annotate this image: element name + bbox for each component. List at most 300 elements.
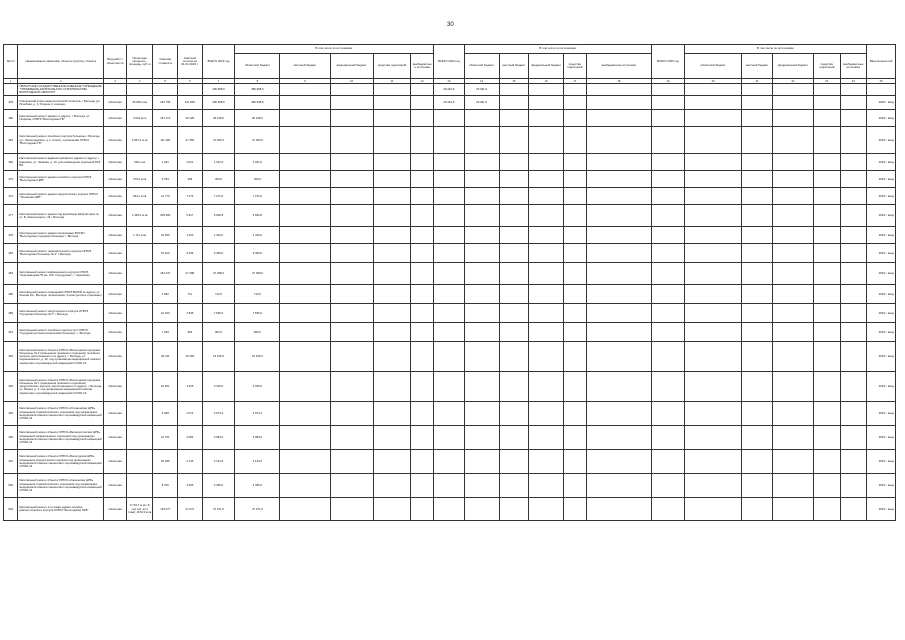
- cell-name: Капитальный ремонт объекта ОГБУЗ «Вологодская городская больница» № 2 (помещение приемного отделения) лечебного корпуса, расположенного по адресу: г. Вологда, ул. Чернышевского, д. 42, под организацию медицинской помощи пациентам с коронавирусной инфекцией COVID-19: [18, 342, 104, 372]
- cell-empty: [684, 110, 741, 127]
- cell-empty: [529, 188, 564, 205]
- cell-name: Капитальный ремонт здания поликлиники БУЗ ВО "Вологодская городская больница" г. Вологда: [18, 227, 104, 244]
- cell-reg: 47 450,0: [235, 127, 280, 154]
- cell-capacity: [126, 474, 153, 498]
- cell-empty: [330, 285, 373, 304]
- cell-empty: [373, 263, 411, 285]
- cell-empty: [529, 227, 564, 244]
- cell-empty: [840, 342, 867, 372]
- cell-estimate: 8 706: [153, 474, 178, 498]
- cell-no: 481: [4, 244, 18, 263]
- cell-total: 4 395,0: [202, 474, 235, 498]
- cell-empty: [586, 263, 652, 285]
- column-number: 22: [772, 79, 813, 84]
- column-number: 11: [373, 79, 411, 84]
- cell-no: 491: [4, 323, 18, 342]
- cell-empty: [652, 474, 685, 498]
- cell-empty: [586, 474, 652, 498]
- cell-empty: [840, 450, 867, 474]
- cell-remaining: 5 927: [178, 205, 203, 227]
- cell-empty: [586, 205, 652, 227]
- cell-estimate: 3 660: [153, 285, 178, 304]
- cell-empty: [742, 426, 773, 450]
- cell-name: Капитальный ремонт лечебного корпуса больницы г. Вологды (ул. Ленинградская, д. 1, Сокол), поликлиники ОГБУЗ "Вологодская ГБ": [18, 127, 104, 154]
- cell-empty: [529, 372, 564, 402]
- cell-empty: [652, 304, 685, 323]
- cell-reg: 3 325,0: [235, 372, 280, 402]
- cell-input: 2023 г. ввод: [867, 285, 896, 304]
- cell-estimate: 205 982: [153, 205, 178, 227]
- cell-input: 2023 г. ввод: [867, 498, 896, 521]
- cell-empty: [586, 426, 652, 450]
- cell-t2: [434, 285, 465, 304]
- cell-reg: 7 845,0: [235, 304, 280, 323]
- cell-empty: [330, 323, 373, 342]
- cell-empty: [330, 450, 373, 474]
- cell-empty: [499, 227, 529, 244]
- cell-remaining: 963: [178, 323, 203, 342]
- cell-empty: [529, 84, 564, 96]
- cell-empty: [840, 127, 867, 154]
- cell-empty: [564, 474, 587, 498]
- cell-type: областная: [104, 285, 127, 304]
- cell-empty: [499, 154, 529, 171]
- page-number: 30: [447, 22, 454, 28]
- cell-reg: 710,5: [235, 285, 280, 304]
- cell-no: 500: [4, 474, 18, 498]
- cell-empty: [586, 402, 652, 426]
- cell-r2: [464, 127, 499, 154]
- cell-empty: [280, 402, 330, 426]
- col-header-name: Наименование заказчика, объекта (группы), объекта: [18, 45, 104, 79]
- cell-total: 2 144,5: [202, 450, 235, 474]
- column-number: 5: [153, 79, 178, 84]
- cell-empty: [373, 498, 411, 521]
- cell-t2: [434, 402, 465, 426]
- cell-empty: [330, 188, 373, 205]
- cell-empty: [772, 342, 813, 372]
- cell-name: Капитальный ремонт здания под врачебную амбулаторию по ул. Б. Хмельницкого, 42 г. Вологда: [18, 205, 104, 227]
- cell-empty: [586, 227, 652, 244]
- col-header-total-2024: ВСЕГО 2024 год: [434, 45, 465, 79]
- cell-empty: [742, 323, 773, 342]
- cell-r2: [464, 227, 499, 244]
- cell-estimate: 126 677: [153, 498, 178, 521]
- cell-total: 36 128,0: [202, 110, 235, 127]
- cell-empty: [411, 244, 434, 263]
- cell-empty: [499, 498, 529, 521]
- table-row: [4, 263, 896, 285]
- cell-r2: [464, 498, 499, 521]
- cell-r2: [464, 285, 499, 304]
- cell-empty: [373, 285, 411, 304]
- cell-empty: [499, 96, 529, 110]
- cell-empty: [529, 127, 564, 154]
- cell-remaining: 7 272: [178, 188, 203, 205]
- table-row: [4, 304, 896, 323]
- cell-empty: [840, 96, 867, 110]
- table-row: [4, 84, 896, 96]
- cell-empty: [684, 227, 741, 244]
- cell-empty: [411, 127, 434, 154]
- cell-empty: [813, 205, 840, 227]
- column-number: 2: [18, 79, 104, 84]
- cell-remaining: 37 072: [178, 498, 203, 521]
- cell-empty: [586, 127, 652, 154]
- cell-empty: [813, 285, 840, 304]
- table-row: [4, 402, 896, 426]
- cell-t2: [434, 450, 465, 474]
- cell-empty: [280, 304, 330, 323]
- cell-empty: [742, 205, 773, 227]
- cell-empty: [411, 227, 434, 244]
- cell-empty: [652, 263, 685, 285]
- cell-empty: [840, 498, 867, 521]
- cell-empty: [529, 498, 564, 521]
- cell-empty: [499, 323, 529, 342]
- cell-empty: [586, 171, 652, 188]
- cell-empty: [684, 323, 741, 342]
- cell-empty: [499, 188, 529, 205]
- cell-empty: [586, 323, 652, 342]
- cell-empty: [652, 110, 685, 127]
- cell-empty: [529, 450, 564, 474]
- cell-empty: [280, 498, 330, 521]
- cell-empty: [772, 263, 813, 285]
- cell-t2: [434, 154, 465, 171]
- col-header-local: местный бюджет: [280, 54, 330, 79]
- cell-capacity: [126, 84, 153, 96]
- cell-t2: [434, 263, 465, 285]
- cell-empty: [330, 426, 373, 450]
- cell-type: областная: [104, 188, 127, 205]
- cell-no: 477: [4, 205, 18, 227]
- cell-type: областная: [104, 342, 127, 372]
- cell-reg: 2 074,4: [235, 402, 280, 426]
- cell-empty: [280, 474, 330, 498]
- col-header-federal: федеральный бюджет: [330, 54, 373, 79]
- cell-empty: [684, 426, 741, 450]
- cell-empty: [652, 426, 685, 450]
- cell-reg: 9 469,0: [235, 244, 280, 263]
- cell-empty: [330, 402, 373, 426]
- cell-capacity: [126, 263, 153, 285]
- cell-estimate: 111 160: [153, 127, 178, 154]
- cell-name: Капитальный ремонт 1-го этажа здания лечебно-диагностического корпуса ОГБУЗ "Вологодская ОКБ": [18, 498, 104, 521]
- cell-reg: 309,0: [235, 171, 280, 188]
- table-row: [4, 171, 896, 188]
- cell-name: Капитальный ремонт объекта ОГБУЗ «Вологодская ЦРБ» (помещения хирургического корпуса) под организацию медицинской помощи пациентам с коронавирусной инфекцией COVID-19: [18, 450, 104, 474]
- column-number: 10: [330, 79, 373, 84]
- cell-estimate: 54 429: [153, 244, 178, 263]
- cell-empty: [813, 244, 840, 263]
- cell-empty: [586, 110, 652, 127]
- cell-total: 7 845,0: [202, 304, 235, 323]
- cell-empty: [411, 426, 434, 450]
- table-row: [4, 342, 896, 372]
- cell-empty: [373, 342, 411, 372]
- cell-no: 481: [4, 127, 18, 154]
- cell-empty: [373, 426, 411, 450]
- cell-estimate: 6 368: [153, 402, 178, 426]
- cell-empty: [772, 304, 813, 323]
- cell-r2: [464, 244, 499, 263]
- cell-empty: [411, 285, 434, 304]
- cell-empty: [529, 154, 564, 171]
- cell-empty: [499, 426, 529, 450]
- cell-empty: [684, 474, 741, 498]
- column-number: 16: [529, 79, 564, 84]
- cell-empty: [499, 263, 529, 285]
- table-row: [4, 474, 896, 498]
- budget-table: [3, 44, 896, 521]
- cell-estimate: 162 437: [153, 263, 178, 285]
- cell-type: областная: [104, 304, 127, 323]
- cell-empty: [564, 154, 587, 171]
- cell-r2: [464, 323, 499, 342]
- cell-empty: [840, 227, 867, 244]
- cell-empty: [772, 110, 813, 127]
- cell-empty: [411, 372, 434, 402]
- cell-remaining: 3 084: [178, 426, 203, 450]
- cell-estimate: 197 471: [153, 110, 178, 127]
- cell-t2: [434, 304, 465, 323]
- cell-remaining: 2 145: [178, 450, 203, 474]
- col-header-federal-2024: федеральный бюджет: [529, 54, 564, 79]
- cell-empty: [280, 372, 330, 402]
- cell-name: Капитальный ремонт объекта ОГБУЗ «Сокольская ЦРБ» (помещения терапевтического отделения) под организацию медицинской помощи пациентам с коронавирусной инфекцией COVID-19: [18, 474, 104, 498]
- cell-capacity: 620 м кв: [126, 154, 153, 171]
- cell-empty: [742, 244, 773, 263]
- col-header-local-2024: местный бюджет: [499, 54, 529, 79]
- col-header-extrabudget-2024: внебюджетные источники: [586, 54, 652, 79]
- cell-empty: [813, 96, 840, 110]
- cell-empty: [840, 474, 867, 498]
- cell-empty: [411, 205, 434, 227]
- cell-total: 3 325,0: [202, 372, 235, 402]
- cell-empty: [564, 304, 587, 323]
- cell-name: Капитальный ремонт инфекционного корпуса ОГБУЗ "Череповецкая ГБ им. Н.В. Солодухина", г. Череповец: [18, 263, 104, 285]
- cell-empty: [840, 244, 867, 263]
- cell-no: 478: [4, 227, 18, 244]
- cell-empty: [373, 84, 411, 96]
- cell-empty: [813, 426, 840, 450]
- cell-remaining: [178, 84, 203, 96]
- column-number: 8: [235, 79, 280, 84]
- cell-r2: [464, 171, 499, 188]
- cell-empty: [652, 96, 685, 110]
- cell-name: Капитальный ремонт помещений ОГБУЗ ВОГКБ по адресу ул. Ленина 19 г. Вологда, поликлиника, 4 этаж (детское отделение): [18, 285, 104, 304]
- cell-empty: [772, 188, 813, 205]
- cell-empty: [652, 227, 685, 244]
- cell-r2: [464, 450, 499, 474]
- cell-total: 2 074,4: [202, 402, 235, 426]
- cell-empty: [742, 498, 773, 521]
- column-number: 23: [813, 79, 840, 84]
- cell-empty: [772, 450, 813, 474]
- cell-type: областная: [104, 263, 127, 285]
- cell-no: 475: [4, 171, 18, 188]
- cell-empty: [684, 372, 741, 402]
- cell-remaining: 9 469: [178, 244, 203, 263]
- cell-input: 2023 г. ввод: [867, 426, 896, 450]
- cell-empty: [411, 402, 434, 426]
- cell-empty: [373, 154, 411, 171]
- cell-capacity: [126, 285, 153, 304]
- cell-input: 2023 г. ввод: [867, 304, 896, 323]
- cell-input: 2023 г. ввод: [867, 372, 896, 402]
- cell-t2: [434, 110, 465, 127]
- cell-estimate: [153, 84, 178, 96]
- cell-empty: [373, 188, 411, 205]
- col-header-programs-2025: средства территорий: [813, 54, 840, 79]
- cell-empty: [529, 402, 564, 426]
- cell-empty: [742, 402, 773, 426]
- cell-reg: 27 398,0: [235, 263, 280, 285]
- cell-capacity: [126, 372, 153, 402]
- cell-reg: 486 998,5: [235, 96, 280, 110]
- cell-empty: [840, 188, 867, 205]
- cell-name: Капитальный ремонт объекта ОГБУЗ «Вологодская городская больница» № 1 (помещения приемного отделения) хирургического корпуса, расположенного по адресу: г. Вологда, ул. Яшина, д. 1, под организацию медицинской помощи пациентам с коронавирусной инфекцией COVID-19: [18, 372, 104, 402]
- cell-empty: [684, 402, 741, 426]
- cell-total: 496 998,5: [202, 96, 235, 110]
- cell-capacity: 6 743,7 м кв / 8 тыс куб. м (1 этаж); 1154,3 м кв: [126, 498, 153, 521]
- cell-empty: [529, 323, 564, 342]
- cell-remaining: 711: [178, 285, 203, 304]
- cell-empty: [499, 205, 529, 227]
- cell-type: областная: [104, 127, 127, 154]
- cell-empty: [684, 205, 741, 227]
- cell-empty: [529, 263, 564, 285]
- cell-empty: [280, 84, 330, 96]
- cell-empty: [772, 285, 813, 304]
- cell-empty: [529, 110, 564, 127]
- col-header-type: Вид работ / объектности: [104, 45, 127, 79]
- cell-empty: [499, 450, 529, 474]
- col-header-total-2025: ВСЕГО 2025 год: [652, 45, 685, 79]
- cell-empty: [564, 498, 587, 521]
- cell-remaining: 3 325: [178, 372, 203, 402]
- column-number: 18: [586, 79, 652, 84]
- cell-type: областная: [104, 474, 127, 498]
- cell-empty: [652, 323, 685, 342]
- col-header-regional-2024: областной бюджет: [464, 54, 499, 79]
- cell-empty: [411, 188, 434, 205]
- cell-t2: [434, 127, 465, 154]
- cell-empty: [411, 498, 434, 521]
- cell-estimate: 1 029: [153, 323, 178, 342]
- cell-empty: [813, 263, 840, 285]
- cell-estimate: 10 761: [153, 426, 178, 450]
- cell-reg: 2 144,5: [235, 450, 280, 474]
- cell-t2: [434, 171, 465, 188]
- cell-input: 2023 г. ввод: [867, 474, 896, 498]
- cell-empty: [742, 450, 773, 474]
- cell-empty: [772, 323, 813, 342]
- column-number: 15: [499, 79, 529, 84]
- cell-estimate: 9 784: [153, 171, 178, 188]
- cell-empty: [652, 171, 685, 188]
- col-header-no: № п/п: [4, 45, 18, 79]
- cell-no: 482: [4, 154, 18, 171]
- cell-empty: [813, 498, 840, 521]
- column-number: 14: [464, 79, 499, 84]
- cell-empty: [684, 285, 741, 304]
- cell-empty: [813, 188, 840, 205]
- col-group-sources-2023: В том числе по источникам:: [235, 45, 434, 54]
- cell-t2: [434, 372, 465, 402]
- cell-empty: [564, 244, 587, 263]
- cell-reg: 5 926,8: [235, 205, 280, 227]
- cell-empty: [586, 342, 652, 372]
- cell-empty: [586, 498, 652, 521]
- cell-empty: [684, 84, 741, 96]
- cell-empty: [373, 110, 411, 127]
- cell-empty: [373, 244, 411, 263]
- cell-empty: [813, 450, 840, 474]
- table-row: [4, 244, 896, 263]
- cell-name: Капитальный ремонт объекта ОГБУЗ «Великоустюгская ЦРБ» (помещения инфекционного отделения) под организацию медицинской помощи пациентам с коронавирусной инфекцией COVID-19: [18, 426, 104, 450]
- cell-empty: [772, 84, 813, 96]
- col-header-capacity: Проектная мощность, площадь, куб. м: [126, 45, 153, 79]
- cell-empty: [813, 323, 840, 342]
- cell-empty: [564, 402, 587, 426]
- cell-t2: 29 491,9: [434, 84, 465, 96]
- cell-empty: [373, 474, 411, 498]
- cell-name: Капитальный ремонт хирургического корпуса ОГБУЗ "Городская больница № 2" г. Вологда: [18, 304, 104, 323]
- table-row: [4, 96, 896, 110]
- cell-empty: [499, 474, 529, 498]
- col-header-programs-2024: средства территорий: [564, 54, 587, 79]
- cell-input: 2023 г. ввод: [867, 402, 896, 426]
- cell-empty: [742, 227, 773, 244]
- cell-type: областная: [104, 171, 127, 188]
- col-header-total-2023: ВСЕГО 2023 год: [202, 45, 235, 79]
- cell-empty: [684, 127, 741, 154]
- col-header-remaining: Сметный остаток на 01.01.2023 г.: [178, 45, 203, 79]
- cell-capacity: 2 897,3 м кв: [126, 127, 153, 154]
- cell-remaining: 241 830: [178, 96, 203, 110]
- cell-empty: [529, 342, 564, 372]
- cell-empty: [840, 205, 867, 227]
- cell-input: [867, 84, 896, 96]
- column-number: 3: [104, 79, 127, 84]
- table-row: [4, 154, 896, 171]
- cell-empty: [772, 127, 813, 154]
- cell-reg: 4 395,0: [235, 474, 280, 498]
- column-number: 7: [202, 79, 235, 84]
- cell-empty: [742, 171, 773, 188]
- cell-t2: 29 491,9: [434, 96, 465, 110]
- cell-estimate: 10 340: [153, 304, 178, 323]
- cell-empty: [742, 96, 773, 110]
- cell-reg: 37 071,5: [235, 498, 280, 521]
- column-number: 9: [280, 79, 330, 84]
- cell-empty: [564, 205, 587, 227]
- cell-empty: [840, 285, 867, 304]
- cell-empty: [373, 450, 411, 474]
- cell-empty: [411, 263, 434, 285]
- cell-empty: [411, 450, 434, 474]
- col-group-sources-2024: В том числе по источникам:: [464, 45, 651, 54]
- cell-reg: 1 420,0: [235, 227, 280, 244]
- cell-remaining: 309: [178, 171, 203, 188]
- cell-empty: [330, 110, 373, 127]
- cell-empty: [373, 127, 411, 154]
- cell-no: 494: [4, 402, 18, 426]
- cell-empty: [499, 285, 529, 304]
- cell-empty: [529, 244, 564, 263]
